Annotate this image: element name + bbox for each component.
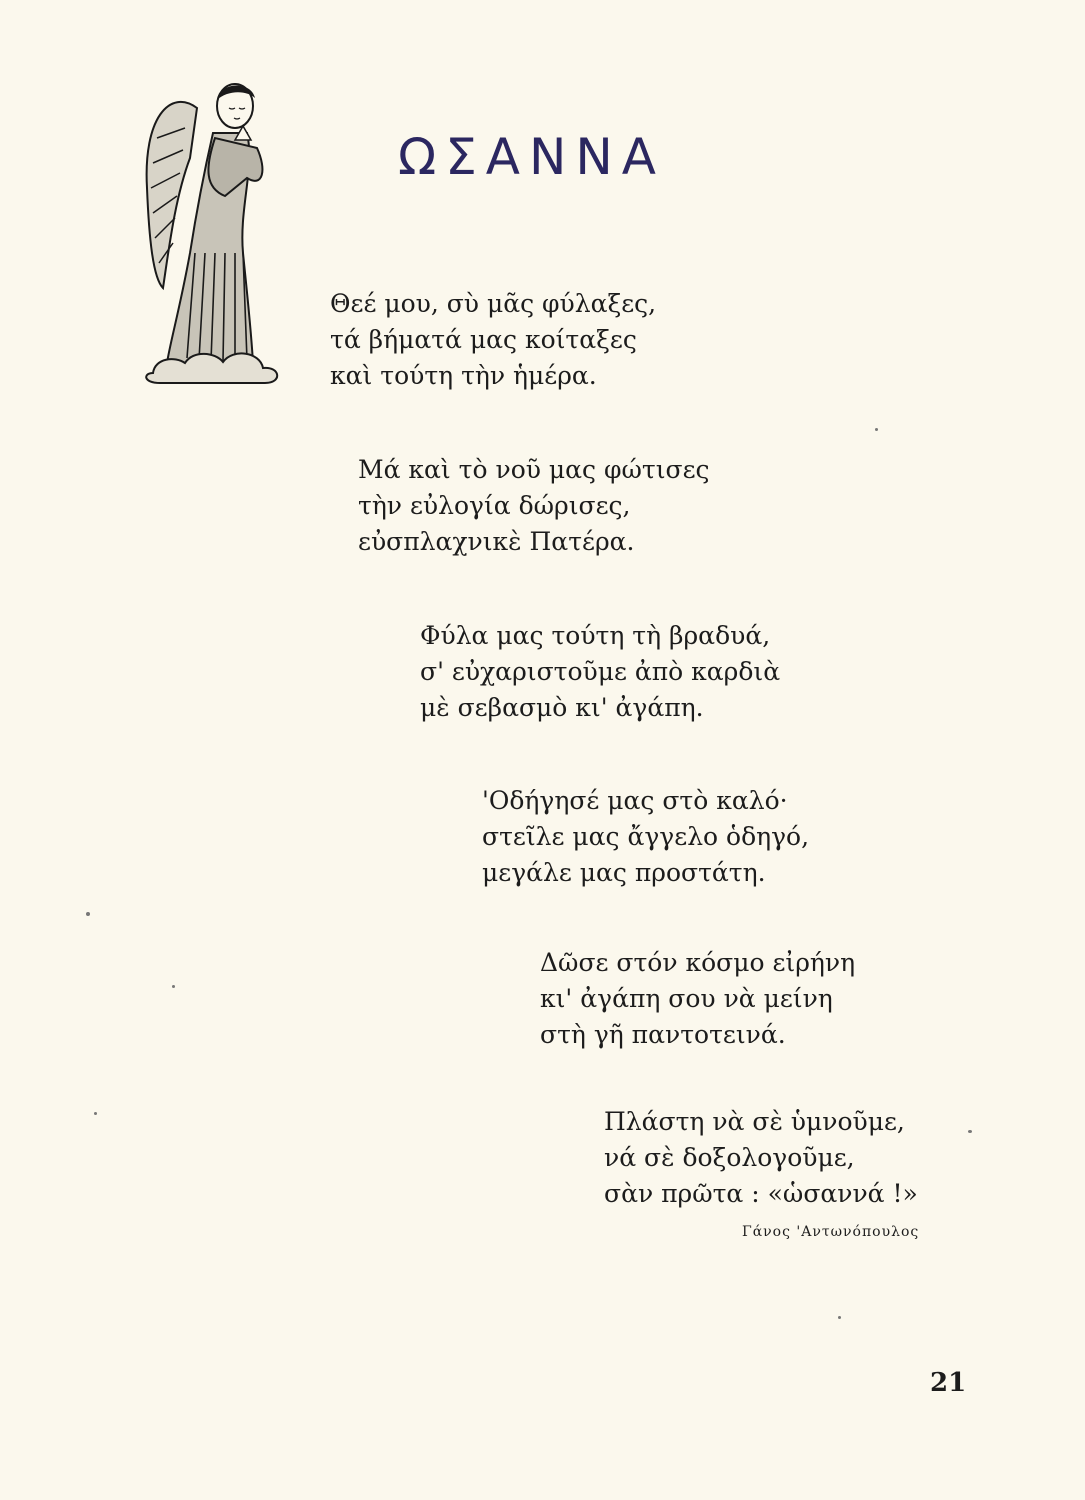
verse-line: στεῖλε μας ἄγγελο ὁδηγό, [482, 822, 810, 851]
verse-line: εὐσπλαχνικὲ Πατέρα. [358, 527, 635, 556]
paper-speck [172, 985, 175, 988]
page-number: 21 [930, 1368, 967, 1398]
verse-line: Θεέ μου, σὺ μᾶς φύλαξες, [330, 289, 657, 318]
paper-speck [86, 912, 90, 916]
verse-line: τά βήματά μας κοίταξες [330, 325, 637, 354]
verse-line: 'Οδήγησέ μας στὸ καλό· [482, 786, 788, 815]
verse-line: κι' ἀγάπη σου νὰ μείνη [540, 984, 833, 1013]
verse-line: μεγάλε μας προστάτη. [482, 858, 766, 887]
stanza-3 [420, 618, 780, 726]
poem-title: ΩΣΑΝΝΑ [398, 128, 666, 186]
paper-speck [94, 1112, 97, 1115]
verse-line: σὰν πρῶτα : «ὡσαννά !» [604, 1179, 918, 1208]
verse-line: νά σὲ δοξολογοῦμε, [604, 1143, 855, 1172]
paper-speck [875, 428, 878, 431]
paper-speck [838, 1316, 841, 1319]
stanza-6 [604, 1104, 918, 1212]
verse-line: Δῶσε στόν κόσμο εἰρήνη [540, 948, 856, 977]
stanza-2 [358, 452, 710, 560]
verse-line: τὴν εὐλογία δώρισες, [358, 491, 631, 520]
verse-line: Πλάστη νὰ σὲ ὑμνοῦμε, [604, 1107, 905, 1136]
verse-line: σ' εὐχαριστοῦμε ἀπὸ καρδιὰ [420, 657, 781, 686]
stanza-4 [482, 783, 809, 891]
paper-speck [968, 1130, 972, 1133]
verse-line: στὴ γῆ παντοτεινά. [540, 1020, 786, 1049]
stanza-1 [330, 286, 656, 394]
verse-line: καὶ τούτη τὴν ἡμέρα. [330, 361, 597, 390]
stanza-5 [540, 945, 855, 1053]
verse-line: Φύλα μας τούτη τὴ βραδυά, [420, 621, 771, 650]
verse-line: Μά καὶ τὸ νοῦ μας φώτισες [358, 455, 710, 484]
verse-line: μὲ σεβασμὸ κι' ἀγάπη. [420, 693, 704, 722]
praying-angel-icon [135, 78, 285, 388]
author-signature: Γάνος 'Αντωνόπουλος [742, 1224, 920, 1240]
